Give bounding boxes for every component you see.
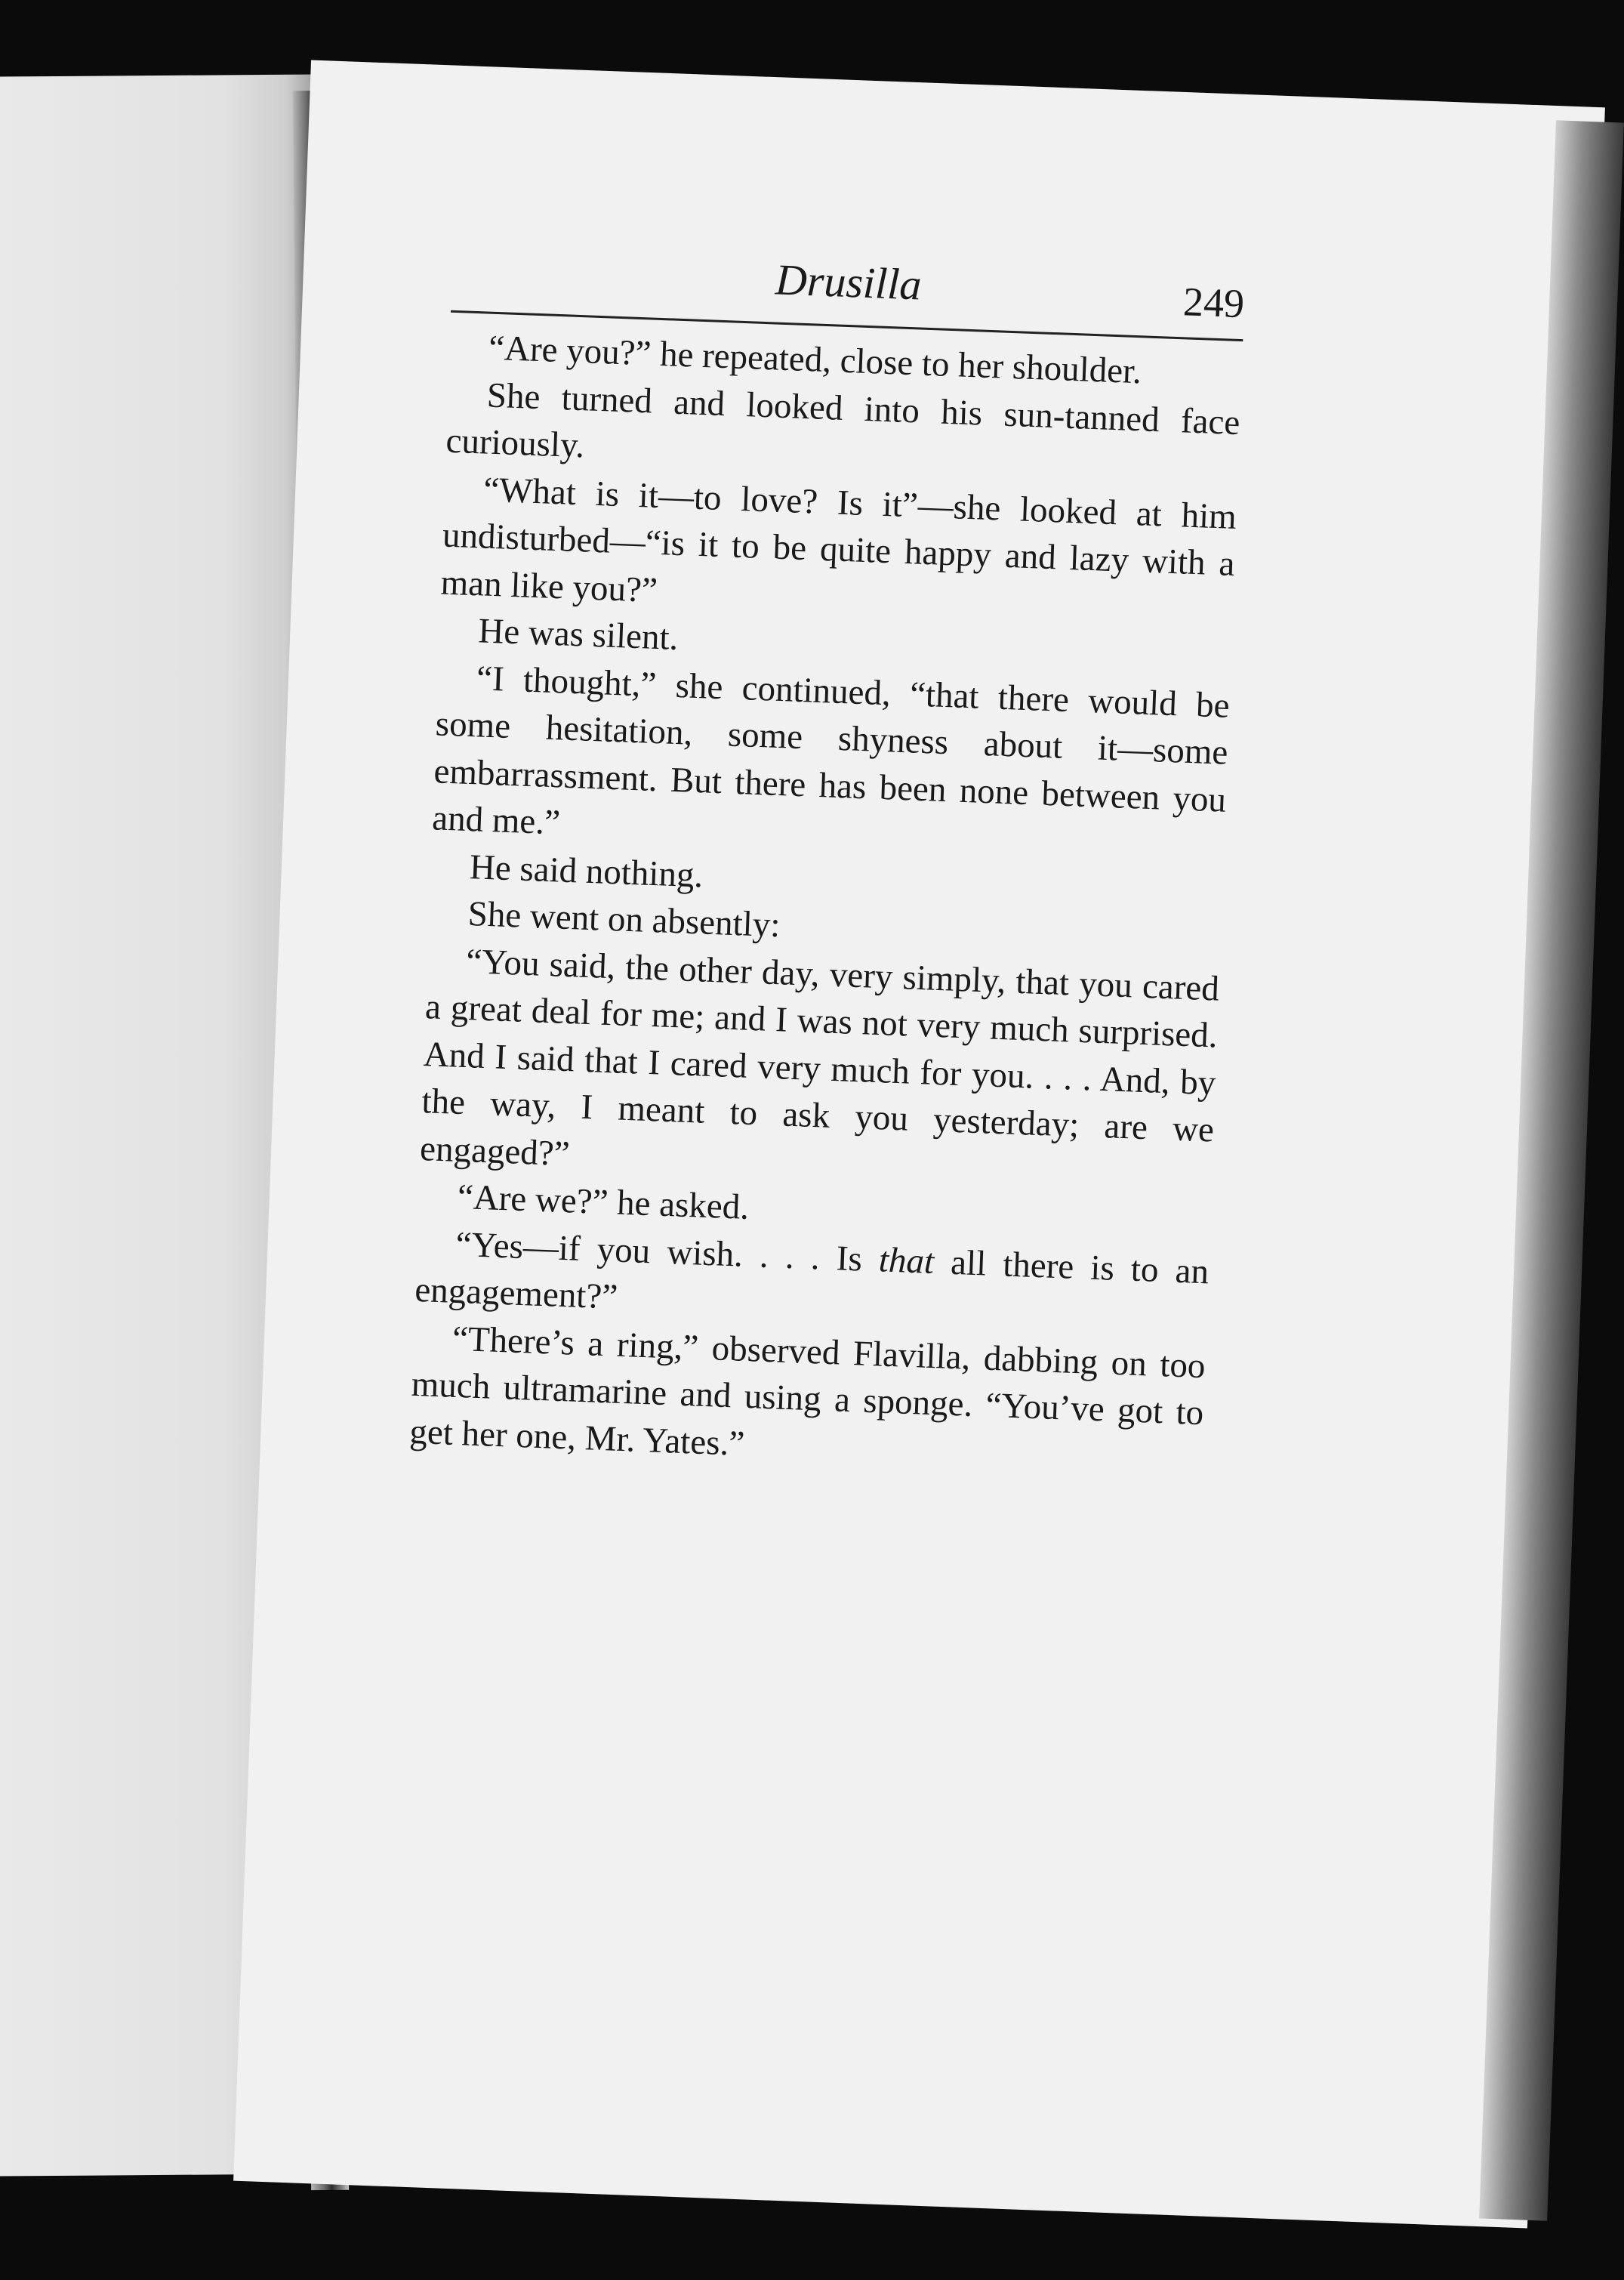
paragraph: She turned and looked into his sun-tanned face curiously. xyxy=(445,375,1241,466)
paragraph-text: all there is to an engagement?” xyxy=(414,1242,1210,1317)
body-text xyxy=(408,323,1242,1484)
paragraph: “What is it—to love? Is it”—she looked at him undisturbed—“is it to be quite happy and lazy with a man like you?” xyxy=(439,469,1237,610)
paragraph: “Are we?” he asked. xyxy=(457,1177,750,1227)
paragraph: “There’s a ring,” observed Flavilla, dabbing on too much ultramarine and using a sponge. “You’ve got to get her one, Mr. Yates.” xyxy=(408,1319,1206,1464)
paragraph: She went on absently: xyxy=(467,894,781,946)
paragraph: “Are you?” he repeated, close to her shoulder. xyxy=(488,328,1142,392)
paragraph: He said nothing. xyxy=(469,847,704,895)
paragraph: He was silent. xyxy=(477,611,679,659)
emphasized-word: that xyxy=(878,1239,935,1282)
paragraph: “You said, the other day, very simply, that you cared a great deal for me; and I was not very much surprised. And I said that I cared very much for you. . . . And, by the way, I meant to ask you yesterday; are we engaged?” xyxy=(419,941,1220,1174)
paragraph-text: “Yes—if you wish. . . . Is xyxy=(455,1224,880,1279)
running-title: Drusilla xyxy=(774,255,923,310)
paragraph: “I thought,” she continued, “that there would be some hesitation, some shyness about it—some embarrassment. But there has been none between you and me.” xyxy=(431,658,1231,843)
text-block xyxy=(408,242,1245,1484)
page-number: 249 xyxy=(1182,279,1246,327)
